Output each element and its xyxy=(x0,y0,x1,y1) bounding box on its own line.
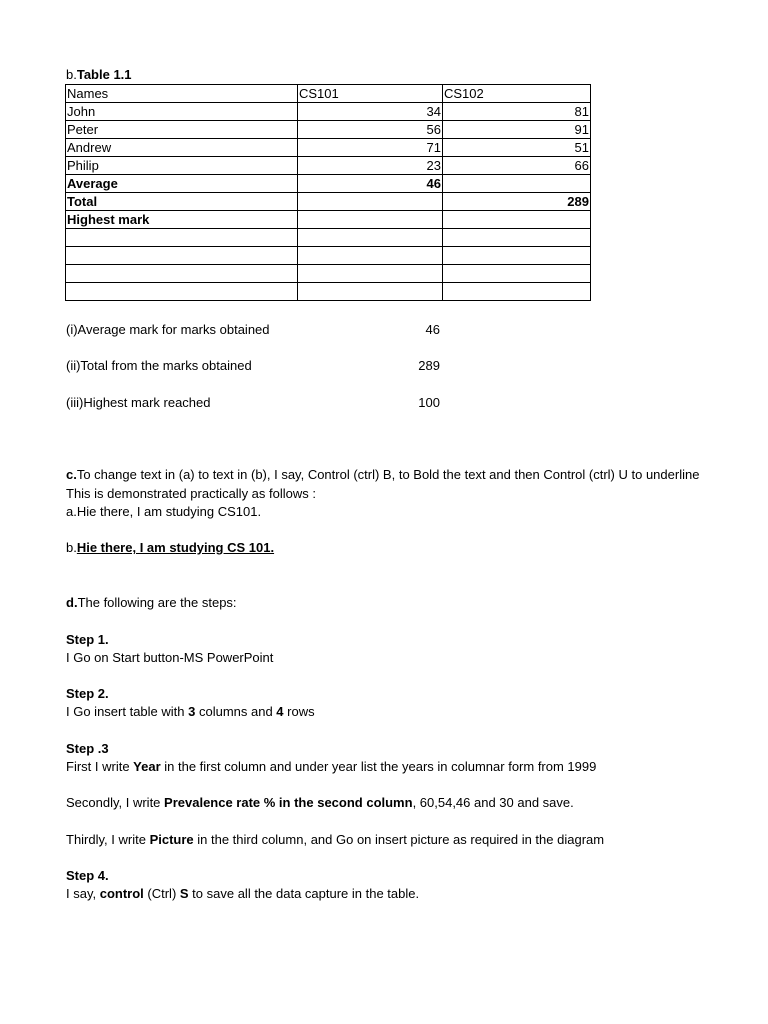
summary-label-highest: (iii)Highest mark reached xyxy=(66,395,211,410)
marks-table-body xyxy=(66,85,591,301)
step2-text xyxy=(66,704,315,720)
step2-title xyxy=(66,686,109,702)
cell-cs101 xyxy=(298,211,443,229)
step2-text-a: I Go insert table with xyxy=(66,704,189,719)
section-c-text: To change text in (a) to text in (b), I say, Control (ctrl) B, to Bold the text and then Control (ctrl) U to underline xyxy=(76,467,700,482)
summary-value-average: 46 xyxy=(425,322,440,337)
section-c-line1 xyxy=(66,467,700,483)
table-row xyxy=(66,121,591,139)
table-row xyxy=(66,211,591,229)
cell-cs101: 56 xyxy=(298,121,443,139)
step3-line1-b: Year xyxy=(133,759,161,774)
cell-cs101 xyxy=(298,247,443,265)
section-c-example-a: a.Hie there, I am studying CS101. xyxy=(66,504,262,519)
table-row xyxy=(66,103,591,121)
cell-cs101: 23 xyxy=(298,157,443,175)
cell-cs101 xyxy=(298,229,443,247)
step3-title-text: Step .3 xyxy=(66,741,109,756)
summary-value-total: 289 xyxy=(418,358,440,373)
cell-name: Peter xyxy=(66,121,298,139)
section-d-intro-text: The following are the steps: xyxy=(77,595,237,610)
section-d-intro xyxy=(66,595,237,611)
step3-title xyxy=(66,741,109,757)
step4-text-a: I say, xyxy=(66,886,100,901)
step3-line3-a: Thirdly, I write xyxy=(66,832,150,847)
step3-line2-a: Secondly, I write xyxy=(66,795,165,810)
cell-name: Philip xyxy=(66,157,298,175)
step1-title xyxy=(66,632,109,648)
cell-cs102 xyxy=(443,175,591,193)
table-row xyxy=(66,139,591,157)
step4-title xyxy=(66,868,109,884)
cell-name xyxy=(66,265,298,283)
cell-name: Andrew xyxy=(66,139,298,157)
cell-cs102 xyxy=(443,211,591,229)
cell-cs102: 91 xyxy=(443,121,591,139)
table-header-row xyxy=(66,85,591,103)
cell-name xyxy=(66,229,298,247)
cell-name: Highest mark xyxy=(66,211,298,229)
step3-line2-b: Prevalence rate % in the second column xyxy=(164,795,413,810)
cell-cs101 xyxy=(298,265,443,283)
cell-cs102: 289 xyxy=(443,193,591,211)
section-c-example-b xyxy=(66,540,274,556)
step2-title-text: Step 2. xyxy=(66,686,109,701)
step1-title-text: Step 1. xyxy=(66,632,109,647)
step2-rows-count: 4 xyxy=(276,704,284,719)
cell-cs101: 46 xyxy=(298,175,443,193)
step3-line3-b: Picture xyxy=(149,832,194,847)
header-cell-cs102: CS102 xyxy=(443,85,591,103)
table-row xyxy=(66,283,591,301)
summary-label-average: (i)Average mark for marks obtained xyxy=(66,322,270,337)
cell-cs101: 71 xyxy=(298,139,443,157)
cell-cs102: 66 xyxy=(443,157,591,175)
table-row xyxy=(66,265,591,283)
step3-line2 xyxy=(66,795,590,811)
table-title xyxy=(66,67,132,83)
cell-cs101: 34 xyxy=(298,103,443,121)
step2-columns-count: 3 xyxy=(188,704,196,719)
section-c-example-b-text: Hie there, I am studying CS 101. xyxy=(76,540,275,555)
step3-line2-c: , 60,54,46 and 30 and save. xyxy=(412,795,574,810)
table-row xyxy=(66,193,591,211)
table-title-text: Table 1.1 xyxy=(76,67,132,82)
cell-cs102 xyxy=(443,265,591,283)
step2-text-e: rows xyxy=(283,704,315,719)
marks-table xyxy=(65,84,591,301)
table-title-prefix: b. xyxy=(66,67,77,82)
step4-text-d: S xyxy=(179,886,189,901)
cell-name xyxy=(66,247,298,265)
step4-text-e: to save all the data capture in the table. xyxy=(188,886,420,901)
cell-name: Total xyxy=(66,193,298,211)
summary-value-highest: 100 xyxy=(418,395,440,410)
summary-label-total: (ii)Total from the marks obtained xyxy=(66,358,252,373)
step4-text-b: control xyxy=(99,886,144,901)
cell-cs102: 51 xyxy=(443,139,591,157)
section-c-example-b-prefix: b. xyxy=(66,540,77,555)
cell-name xyxy=(66,283,298,301)
cell-cs102: 81 xyxy=(443,103,591,121)
cell-cs101 xyxy=(298,283,443,301)
step4-text-c: (Ctrl) xyxy=(143,886,180,901)
step2-text-c: columns and xyxy=(195,704,277,719)
cell-name: Average xyxy=(66,175,298,193)
step3-line1-a: First I write xyxy=(66,759,134,774)
header-cell-names: Names xyxy=(66,85,298,103)
table-row xyxy=(66,229,591,247)
step1-text: I Go on Start button-MS PowerPoint xyxy=(66,650,274,665)
step3-line1 xyxy=(66,759,597,775)
table-row xyxy=(66,175,591,193)
table-row xyxy=(66,247,591,265)
step4-text xyxy=(66,886,419,902)
section-c-prefix: c. xyxy=(66,467,77,482)
cell-name: John xyxy=(66,103,298,121)
step3-line3 xyxy=(66,832,605,848)
cell-cs102 xyxy=(443,283,591,301)
step3-line3-c: in the third column, and Go on insert picture as required in the diagram xyxy=(193,832,605,847)
cell-cs101 xyxy=(298,193,443,211)
cell-cs102 xyxy=(443,229,591,247)
section-c-line2: This is demonstrated practically as follows : xyxy=(66,486,316,501)
step4-title-text: Step 4. xyxy=(66,868,109,883)
cell-cs102 xyxy=(443,247,591,265)
table-row xyxy=(66,157,591,175)
header-cell-cs101: CS101 xyxy=(298,85,443,103)
section-d-prefix: d. xyxy=(66,595,78,610)
step3-line1-c: in the first column and under year list the years in columnar form from 1999 xyxy=(160,759,597,774)
